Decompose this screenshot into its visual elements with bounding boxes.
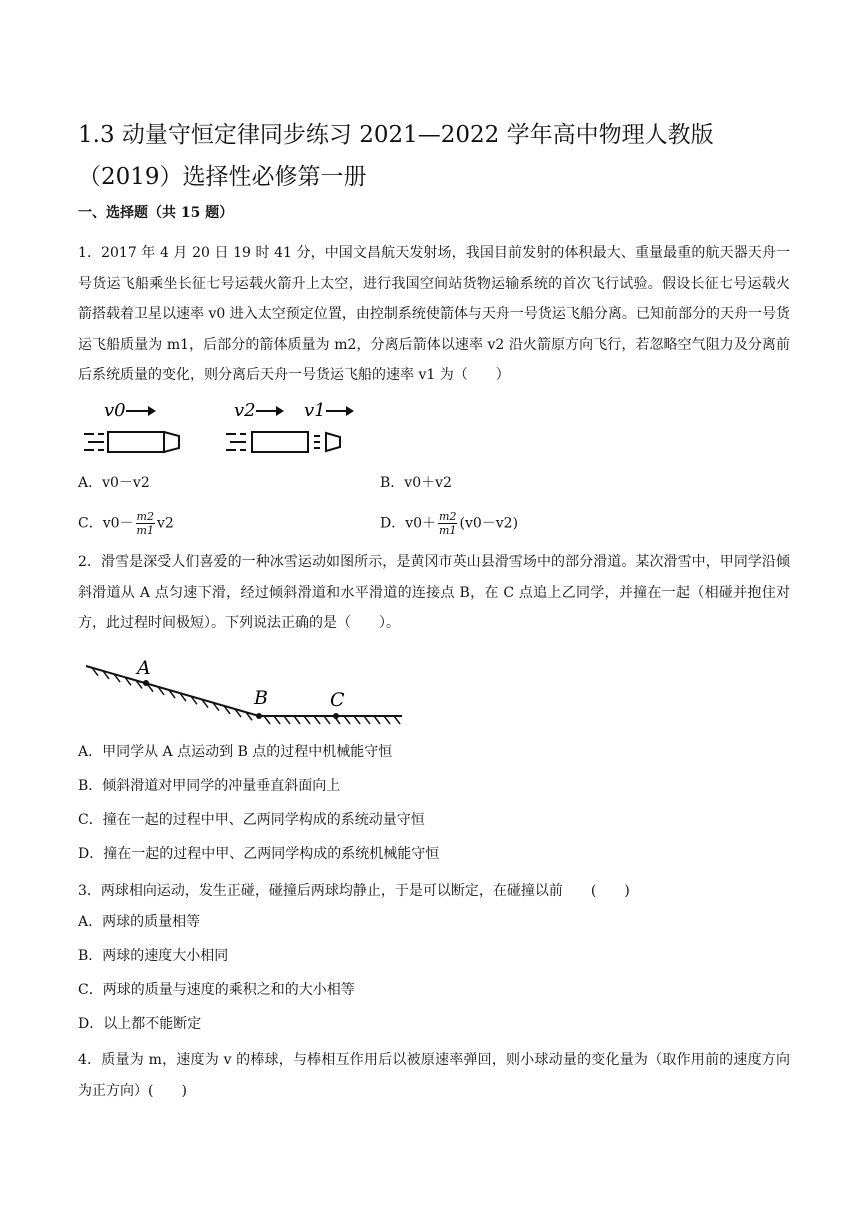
fig1-label-v0: v0: [104, 400, 126, 421]
q3-option-d[interactable]: D．以上都不能断定: [78, 1016, 202, 1032]
point-b: [256, 713, 262, 719]
question-3-text: 3．两球相向运动，发生正碰，碰撞后两球均静止，于是可以断定，在碰撞以前 ( ): [78, 883, 630, 899]
point-a: [143, 680, 149, 686]
label-c: C: [330, 689, 345, 711]
q2-option-b[interactable]: B．倾斜滑道对甲同学的冲量垂直斜面向上: [78, 778, 341, 794]
page-title: 1.3 动量守恒定律同步练习 2021—2022 学年高中物理人教版（2019）选择性必修第一册: [78, 122, 714, 190]
q1-option-a[interactable]: A．v0－v2: [78, 475, 150, 491]
q1-option-d-prefix: D．v0＋: [380, 515, 437, 532]
q3-option-a[interactable]: A．两球的质量相等: [78, 914, 201, 930]
slope-line: [86, 666, 259, 716]
q1-option-c-prefix: C．v0－: [78, 515, 134, 532]
q1-option-c[interactable]: [78, 510, 174, 537]
q2-option-a[interactable]: A．甲同学从 A 点运动到 B 点的过程中机械能守恒: [78, 744, 393, 760]
q1-option-d[interactable]: [380, 510, 518, 537]
q1-option-b[interactable]: B．v0＋v2: [380, 475, 452, 491]
fraction-m2-m1: $\frac{m2}{m1}$: [439, 510, 457, 537]
q3-option-b[interactable]: B．两球的速度大小相同: [78, 948, 229, 964]
fig1-label-v1: v1: [304, 400, 326, 421]
question-2-figure: [84, 656, 404, 726]
fig1-label-v2: v2: [234, 400, 256, 421]
rocket-body-2: [252, 432, 308, 452]
question-4-text: 4．质量为 m，速度为 v 的棒球，与棒相互作用后以被原速率弹回，则小球动量的变化量为（取作用前的速度方向为正方向）( ): [78, 1052, 790, 1099]
q2-option-d[interactable]: D．撞在一起的过程中甲、乙两同学构成的系统机械能守恒: [78, 846, 440, 862]
exhaust-lines-1: [84, 434, 104, 450]
rocket-nose-1: [164, 432, 179, 452]
q1-option-d-suffix: (v0－v2): [459, 515, 519, 532]
rocket-body-1: [108, 432, 164, 452]
fraction-m2-m1: $\frac{m2}{m1}$: [136, 510, 154, 537]
question-1-figure: [84, 398, 364, 460]
question-1-text: 1．2017 年 4 月 20 日 19 时 41 分，中国文昌航天发射场，我国目前发射的体积最大、重量最重的航天器天舟一号货运飞船乘坐长征七号运载火箭升上太空，进行我国空间站货物运输系统的首次飞行试验。假设长征七号运载火箭搭载着卫星以速率 v0 进入太空预定位置，由控制系统使箭体与天舟一号货运飞船分离。已知前部分的天舟一号货运飞船质量为 m1，后部分的箭体质量为 m2，分离后箭体以速率 v2 沿火箭原方向飞行，若忽略空气阻力及分离前后系统质量的变化，则分离后天舟一号货运飞船的速率 v1 为（ ）: [78, 245, 790, 383]
separation-lines: [314, 436, 320, 448]
capsule-nose: [326, 433, 340, 451]
q3-option-c[interactable]: C．两球的质量与速度的乘积之和的大小相等: [78, 982, 355, 998]
q1-option-c-suffix: v2: [156, 515, 174, 532]
section-heading: 一、选择题（共 15 题）: [78, 205, 234, 221]
label-a: A: [137, 657, 151, 679]
exhaust-lines-2: [226, 434, 246, 450]
q2-option-c[interactable]: C．撞在一起的过程中甲、乙两同学构成的系统动量守恒: [78, 812, 425, 828]
point-c: [333, 713, 339, 719]
label-b: B: [254, 687, 268, 709]
question-2-text: 2．滑雪是深受人们喜爱的一种冰雪运动如图所示，是黄冈市英山县滑雪场中的部分滑道。某次滑雪中，甲同学沿倾斜滑道从 A 点匀速下滑，经过倾斜滑道和水平滑道的连接点 B，在 C 点追上乙同学，并撞在一起（相碰并抱住对方，此过程时间极短）。下列说法正确的是（ ）。: [78, 554, 790, 631]
